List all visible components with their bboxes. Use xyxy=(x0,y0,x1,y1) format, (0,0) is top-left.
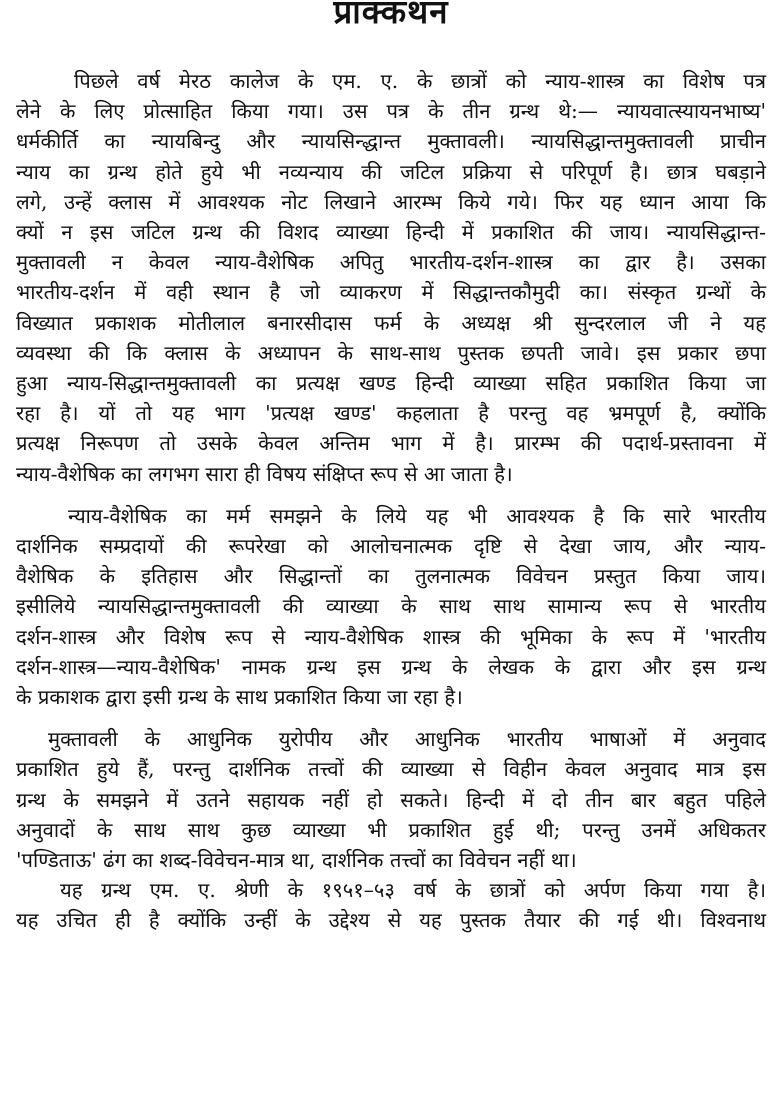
paragraph-4 xyxy=(16,875,766,935)
text-line: अनुवादों के साथ साथ कुछ व्याख्या भी प्रकाशित हुई थी; परन्तु उनमें अधिकतर xyxy=(16,817,766,842)
paragraph-1 xyxy=(16,66,766,489)
text-line: प्रकाशित हुये हैं, परन्तु दार्शनिक तत्त्वों की व्याख्या से विहीन केवल अनुवाद मात्र इस xyxy=(16,757,766,782)
text-line: इसीलिये न्यायसिद्धान्तमुक्तावली की व्याख्या के साथ साथ सामान्य रूप से भारतीय xyxy=(16,594,766,619)
paragraph-3 xyxy=(16,724,766,875)
text-line: ग्रन्थ के समझने में उतने सहायक नहीं हो सकते। हिन्दी में दो तीन बार बहुत पहिले xyxy=(16,787,766,812)
text-line: के प्रकाशक द्वारा इसी ग्रन्थ के साथ प्रकाशित किया जा रहा है। xyxy=(16,685,463,710)
text-line: यह ग्रन्थ एम. ए. श्रेणी के १९५१–५३ वर्ष के छात्रों को अर्पण किया गया है। xyxy=(60,878,766,903)
text-line: रहा है। यों तो यह भाग 'प्रत्यक्ष खण्ड' कहलाता है परन्तु वह भ्रमपूर्ण है, क्योंकि xyxy=(16,401,766,426)
text-line: क्यों न इस जटिल ग्रन्थ की विशद व्याख्या हिन्दी में प्रकाशित की जाय। न्यायसिद्धान्त- xyxy=(16,220,766,245)
text-line: भारतीय-दर्शन में वही स्थान है जो व्याकरण में सिद्धान्तकौमुदी का। संस्कृत ग्रन्थों के xyxy=(16,280,766,305)
text-line: न्याय-वैशेषिक का लगभग सारा ही विषय संक्षिप्त रूप से आ जाता है। xyxy=(16,461,513,486)
text-line: पिछले वर्ष मेरठ कालेज के एम. ए. के छात्रों को न्याय-शास्त्र का विशेष पत्र xyxy=(74,69,766,93)
text-line: लगे, उन्हें क्लास में आवश्यक नोट लिखाने आरम्भ किये गये। फिर यह ध्यान आया कि xyxy=(16,189,766,214)
text-line: लेने के लिए प्रोत्साहित किया गया। उस पत्र के तीन ग्रन्थ थे:— न्यायवात्स्यायनभाष्य' xyxy=(16,99,766,124)
text-line: व्यवस्था की कि क्लास के अध्यापन के साथ-साथ पुस्तक छपती जावे। इस प्रकार छपा xyxy=(16,340,766,365)
text-line: मुक्तावली के आधुनिक युरोपीय और आधुनिक भारतीय भाषाओं में अनुवाद xyxy=(48,727,766,752)
text-line: वैशेषिक के इतिहास और सिद्धान्तों का तुलनात्मक विवेचन प्रस्तुत किया जाय। xyxy=(16,564,766,589)
text-line: हुआ न्याय-सिद्धान्तमुक्तावली का प्रत्यक्ष खण्ड हिन्दी व्याख्या सहित प्रकाशित किया जा xyxy=(16,371,766,396)
text-line: 'पण्डिताऊ' ढंग का शब्द-विवेचन-मात्र था, दार्शनिक तत्त्वों का विवेचन नहीं था। xyxy=(16,848,577,873)
page-title: प्राक्कथन xyxy=(333,0,449,31)
text-line: दर्शन-शास्त्र—न्याय-वैशेषिक' नामक ग्रन्थ इस ग्रन्थ के लेखक के द्वारा और इस ग्रन्थ xyxy=(16,654,766,679)
text-line: न्याय का ग्रन्थ होते हुये भी नव्यन्याय की जटिल प्रक्रिया से परिपूर्ण है। छात्र घबड़ाने xyxy=(16,159,766,184)
text-line: न्याय-वैशेषिक का मर्म समझने के लिये यह भी आवश्यक है कि सारे भारतीय xyxy=(68,503,766,528)
text-line: प्रत्यक्ष निरूपण तो उसके केवल अन्तिम भाग में है। प्रारम्भ की पदार्थ-प्रस्तावना में xyxy=(16,431,766,456)
text-line: दार्शनिक सम्प्रदायों की रूपरेखा को आलोचनात्मक दृष्टि से देखा जाय, और न्याय- xyxy=(16,534,766,559)
text-line: धर्मकीर्ति का न्यायबिन्दु और न्यायसिन्द्धान्त मुक्तावली। न्यायसिद्धान्तमुक्तावली प्राचीन xyxy=(16,129,766,154)
text-line: मुक्तावली न केवल न्याय-वैशेषिक अपितु भारतीय-दर्शन-शास्त्र का द्वार है। उसका xyxy=(16,250,766,275)
text-line: दर्शन-शास्त्र और विशेष रूप से न्याय-वैशेषिक शास्त्र की भूमिका के रूप में 'भारतीय xyxy=(16,624,766,649)
text-line: विख्यात प्रकाशक मोतीलाल बनारसीदास फर्म के अध्यक्ष श्री सुन्दरलाल जी ने यह xyxy=(16,310,766,335)
text-line: यह उचित ही है क्योंकि उन्हीं के उद्देश्य से यह पुस्तक तैयार की गई थी। विश्वनाथ xyxy=(16,908,766,933)
paragraph-2 xyxy=(16,501,766,712)
